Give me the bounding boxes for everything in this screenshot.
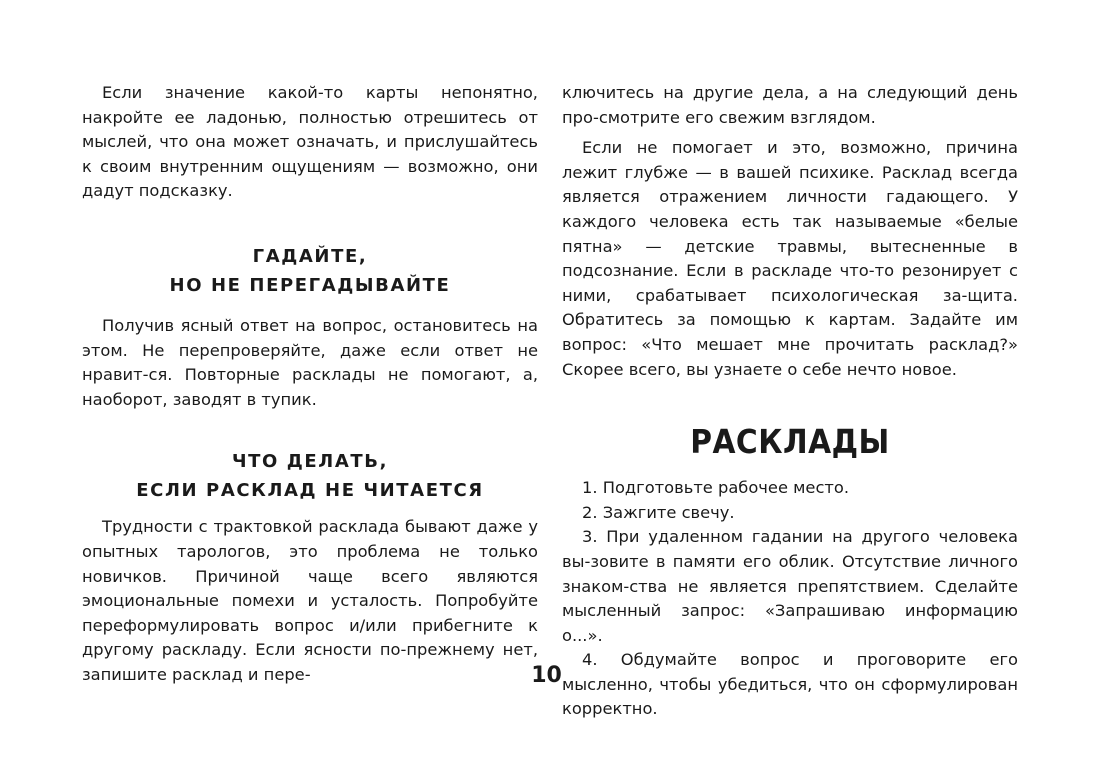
difficulties-paragraph: Трудности с трактовкой расклада бывают даже у опытных тарологов, это проблема не только новичков. Причиной чаще всего являются эмоциональные помехи и усталость. Попробуйте переформулировать вопрос и/или прибегните к другому раскладу. Если ясности по-прежнему нет, запишите расклад и пере- <box>82 517 538 684</box>
list-item-2: 2. Зажгите свечу. <box>582 502 735 522</box>
list-item-3: 3. При удаленном гадании на другого человека вы-зовите в памяти его облик. Отсутствие личного знаком-ства не является препятствием. Сделайте мысленный запрос: «Запрашиваю информацию о...». <box>562 527 1018 645</box>
page-number: 10 <box>531 663 562 688</box>
left-column <box>82 81 538 688</box>
heading-spreads: РАСКЛАДЫ <box>690 422 890 462</box>
heading-gadaite-line1: ГАДАЙТЕ, <box>252 245 368 267</box>
stop-paragraph: Получив ясный ответ на вопрос, остановитесь на этом. Не перепроверяйте, даже если ответ не нравит-ся. Повторные расклады не помогают, а, наоборот, заводят в тупик. <box>82 315 538 409</box>
heading-what-to-do-line1: ЧТО ДЕЛАТЬ, <box>231 451 389 473</box>
heading-what-to-do-line2: ЕСЛИ РАСКЛАД НЕ ЧИТАЕТСЯ <box>136 480 484 502</box>
psyche-paragraph: Если не помогает и это, возможно, причина лежит глубже — в вашей психике. Расклад всегда является отражением личности гадающего. У каждого человека есть так называемые «белые пятна» — детские травмы, вытесненные в подсознание. Если в раскладе что-то резонирует с ними, срабатывает психологическая за-щита. Обратитесь за помощью к картам. Задайте им вопрос: «Что мешает мне прочитать расклад?» Скорее всего, вы узнаете о себе нечто новое. <box>562 138 1018 379</box>
continuation-paragraph: ключитесь на другие дела, а на следующий день про-смотрите его свежим взглядом. <box>562 83 1018 127</box>
intro-paragraph: Если значение какой-то карты непонятно, накройте ее ладонью, полностью отрешитесь от мыслей, что она может означать, и прислушайтесь к своим внутренним ощущениям — возможно, они дадут подсказку. <box>82 83 538 201</box>
list-item-4: 4. Обдумайте вопрос и проговорите его мысленно, чтобы убедиться, что он сформулирован корректно. <box>562 650 1018 719</box>
heading-gadaite <box>82 242 538 300</box>
heading-what-to-do <box>82 447 538 505</box>
list-item-1: 1. Подготовьте рабочее место. <box>582 478 850 498</box>
heading-gadaite-line2: НО НЕ ПЕРЕГАДЫВАЙТЕ <box>169 274 451 296</box>
right-column <box>562 81 1018 722</box>
